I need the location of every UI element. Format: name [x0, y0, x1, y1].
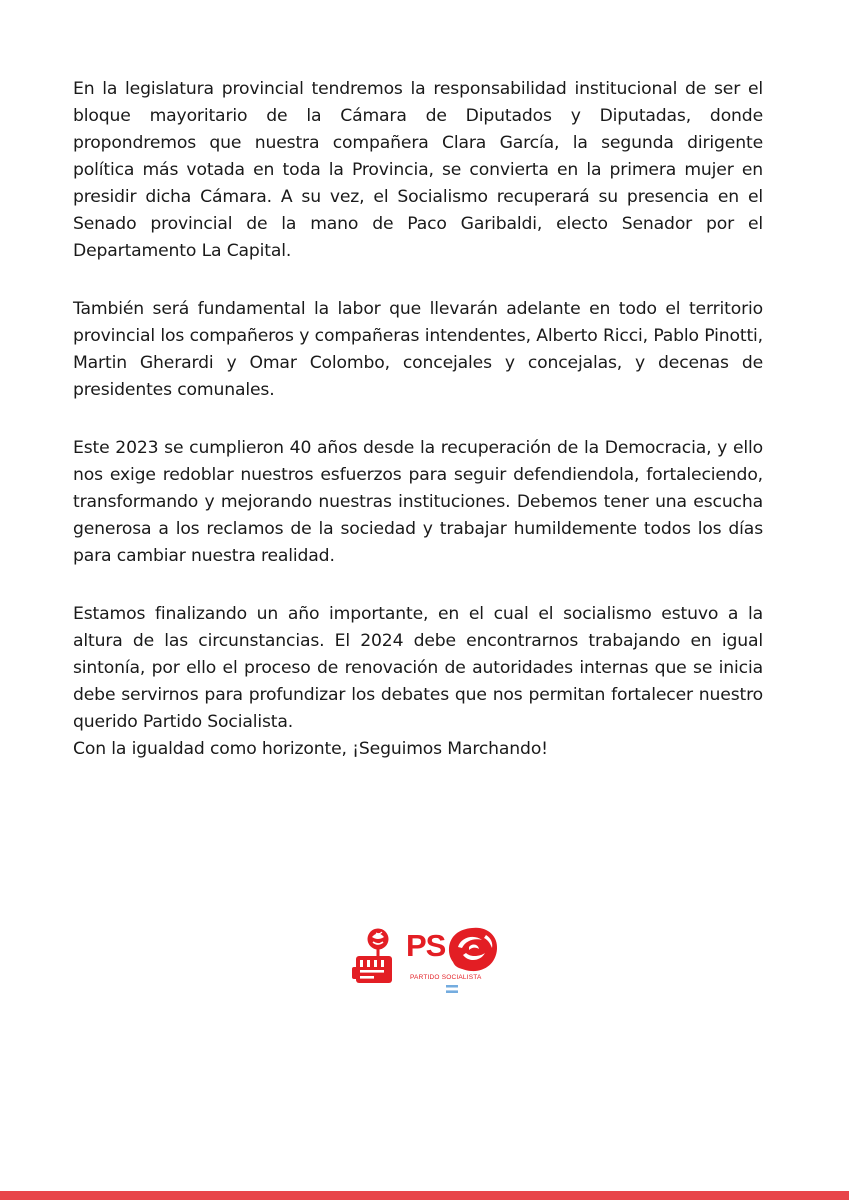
paragraph-legislatura: En la legislatura provincial tendremos la responsabilidad institucional de ser el bloque mayoritario de la Cámara de Diputados y Diputadas, donde propondremos que nuestra compañera Clara García, la segunda dirigente política más votada en toda la Provincia, se convierta en la primera mujer en presidir dicha Cámara. A su vez, el Socialismo recuperará su presencia en el Senado provincial de la mano de Paco Garibaldi, electo Senador por el Departamento La Capital.: [73, 79, 763, 261]
party-name: PARTIDO SOCIALISTA: [410, 974, 482, 981]
footer-logos: [352, 925, 512, 1005]
paragraph-democracia: Este 2023 se cumplieron 40 años desde la recuperación de la Democracia, y ello nos exige redoblar nuestros esfuerzos para seguir defendiendola, fortaleciendo, transformando y mejorando nuestras instituciones. Debemos tener una escucha generosa a los reclamos de la sociedad y trabajar humildemente todos los días para cambiar nuestra realidad.: [73, 438, 763, 566]
ps-logo: [406, 925, 506, 995]
bottom-accent-bar: [0, 1191, 849, 1200]
ps-letters: PS: [406, 928, 446, 963]
argentina-flag-icon: [446, 985, 458, 993]
rose-icon: [444, 925, 500, 975]
paragraph-intendentes: También será fundamental la labor que llevarán adelante en todo el territorio provincial los compañeros y compañeras intendentes, Alberto Ricci, Pablo Pinotti, Martin Gherardi y Omar Colombo, concejales y concejalas, y decenas de presidentes comunales.: [73, 299, 763, 400]
paragraph-renovacion: Estamos finalizando un año importante, en el cual el socialismo estuvo a la altura de las circunstancias. El 2024 debe encontrarnos trabajando en igual sintonía, por ello el proceso de renovación de autoridades internas que se inicia debe servirnos para profundizar los debates que nos permitan fortalecer nuestro querido Partido Socialista.: [73, 604, 763, 732]
fist-and-rose-icon: [352, 927, 396, 985]
closing-line: Con la igualdad como horizonte, ¡Seguimos Marchando!: [73, 739, 548, 759]
letter-body: [73, 76, 763, 763]
